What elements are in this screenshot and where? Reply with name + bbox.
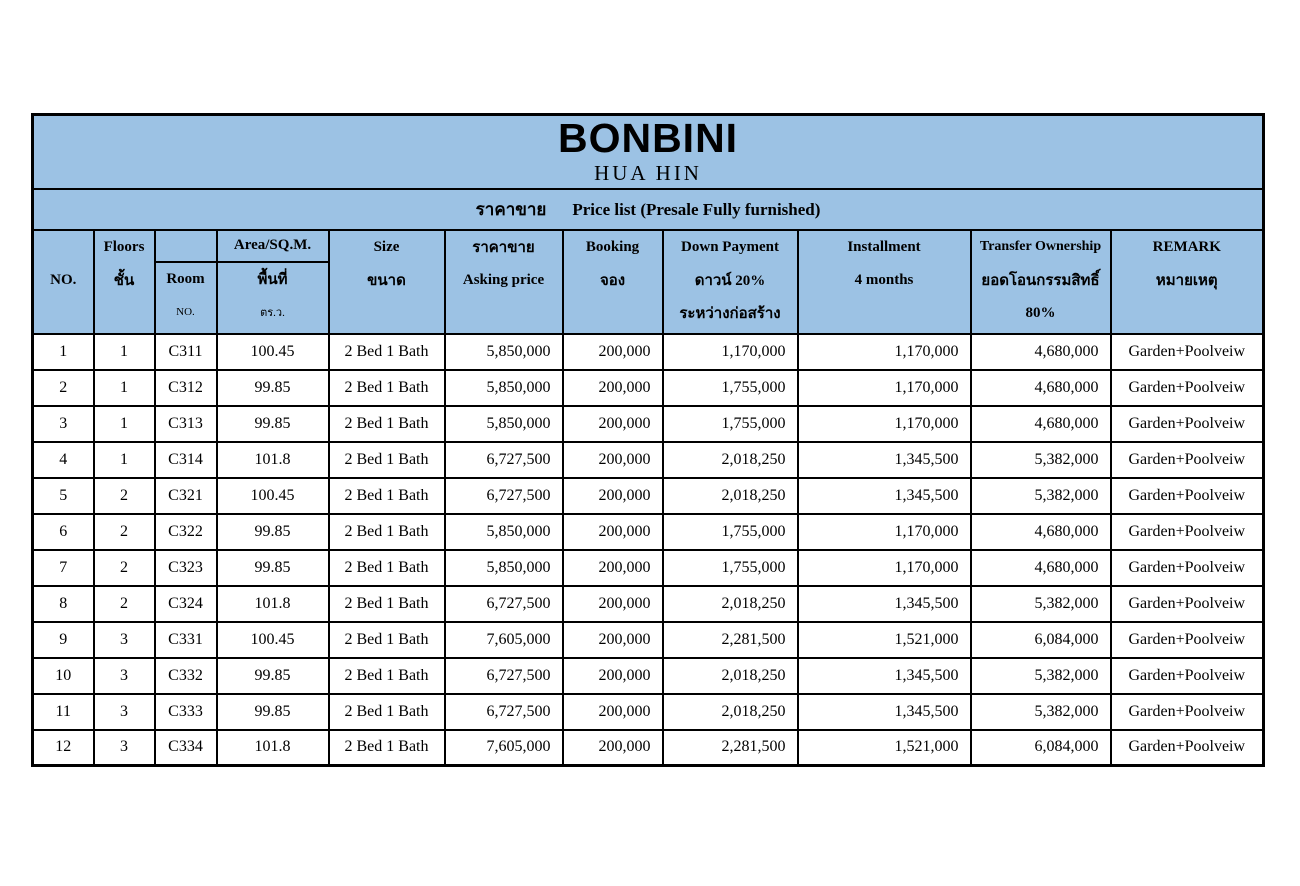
cell-asking-price: 5,850,000 xyxy=(445,334,563,370)
cell-remark: Garden+Poolveiw xyxy=(1111,478,1264,514)
cell-installment: 1,345,500 xyxy=(798,442,971,478)
cell-size: 2 Bed 1 Bath xyxy=(329,586,445,622)
cell-room-no: C313 xyxy=(155,406,217,442)
cell-asking-price: 7,605,000 xyxy=(445,622,563,658)
cell-transfer: 4,680,000 xyxy=(971,334,1111,370)
cell-installment: 1,521,000 xyxy=(798,622,971,658)
cell-area: 100.45 xyxy=(217,478,329,514)
cell-booking: 200,000 xyxy=(563,658,663,694)
cell-no: 3 xyxy=(33,406,94,442)
cell-down-payment: 2,281,500 xyxy=(663,730,798,766)
caption-banner xyxy=(33,189,1264,230)
cell-asking-price: 5,850,000 xyxy=(445,370,563,406)
cell-down-payment: 1,755,000 xyxy=(663,370,798,406)
cell-area: 100.45 xyxy=(217,622,329,658)
cell-booking: 200,000 xyxy=(563,478,663,514)
cell-asking-price: 6,727,500 xyxy=(445,478,563,514)
cell-floor: 2 xyxy=(94,478,155,514)
col-header-room: Room NO. xyxy=(155,230,217,334)
cell-floor: 3 xyxy=(94,730,155,766)
table-row xyxy=(33,658,1264,694)
title-banner xyxy=(33,115,1264,189)
cell-size: 2 Bed 1 Bath xyxy=(329,442,445,478)
cell-area: 101.8 xyxy=(217,730,329,766)
cell-remark: Garden+Poolveiw xyxy=(1111,550,1264,586)
caption-thai: ราคาขาย xyxy=(475,199,547,219)
cell-area: 100.45 xyxy=(217,334,329,370)
caption-english: Price list (Presale Fully furnished) xyxy=(572,199,821,219)
cell-transfer: 4,680,000 xyxy=(971,406,1111,442)
cell-area: 99.85 xyxy=(217,370,329,406)
col-header-installment: Installment 4 months xyxy=(798,230,971,334)
cell-down-payment: 1,755,000 xyxy=(663,514,798,550)
table-row xyxy=(33,514,1264,550)
table-row xyxy=(33,730,1264,766)
price-table xyxy=(31,113,1265,767)
cell-booking: 200,000 xyxy=(563,694,663,730)
cell-asking-price: 5,850,000 xyxy=(445,514,563,550)
cell-installment: 1,345,500 xyxy=(798,478,971,514)
cell-asking-price: 5,850,000 xyxy=(445,406,563,442)
cell-installment: 1,345,500 xyxy=(798,658,971,694)
cell-booking: 200,000 xyxy=(563,514,663,550)
cell-asking-price: 6,727,500 xyxy=(445,442,563,478)
cell-area: 99.85 xyxy=(217,658,329,694)
cell-installment: 1,170,000 xyxy=(798,514,971,550)
col-header-booking: Booking จอง xyxy=(563,230,663,334)
cell-size: 2 Bed 1 Bath xyxy=(329,334,445,370)
col-header-remark: REMARK หมายเหตุ xyxy=(1111,230,1264,334)
cell-booking: 200,000 xyxy=(563,334,663,370)
cell-down-payment: 2,018,250 xyxy=(663,478,798,514)
cell-remark: Garden+Poolveiw xyxy=(1111,370,1264,406)
cell-no: 11 xyxy=(33,694,94,730)
cell-down-payment: 1,755,000 xyxy=(663,406,798,442)
cell-no: 12 xyxy=(33,730,94,766)
cell-transfer: 5,382,000 xyxy=(971,442,1111,478)
cell-no: 10 xyxy=(33,658,94,694)
cell-room-no: C314 xyxy=(155,442,217,478)
cell-asking-price: 7,605,000 xyxy=(445,730,563,766)
cell-remark: Garden+Poolveiw xyxy=(1111,730,1264,766)
cell-remark: Garden+Poolveiw xyxy=(1111,622,1264,658)
cell-floor: 1 xyxy=(94,406,155,442)
cell-no: 2 xyxy=(33,370,94,406)
price-sheet xyxy=(31,113,1265,767)
table-body xyxy=(33,334,1264,766)
cell-size: 2 Bed 1 Bath xyxy=(329,406,445,442)
cell-size: 2 Bed 1 Bath xyxy=(329,730,445,766)
table-row xyxy=(33,334,1264,370)
cell-booking: 200,000 xyxy=(563,370,663,406)
cell-floor: 3 xyxy=(94,622,155,658)
cell-floor: 3 xyxy=(94,658,155,694)
cell-size: 2 Bed 1 Bath xyxy=(329,370,445,406)
cell-no: 8 xyxy=(33,586,94,622)
cell-installment: 1,345,500 xyxy=(798,586,971,622)
cell-size: 2 Bed 1 Bath xyxy=(329,694,445,730)
cell-installment: 1,521,000 xyxy=(798,730,971,766)
project-title: BONBINI xyxy=(557,114,739,161)
cell-remark: Garden+Poolveiw xyxy=(1111,514,1264,550)
cell-size: 2 Bed 1 Bath xyxy=(329,550,445,586)
cell-remark: Garden+Poolveiw xyxy=(1111,406,1264,442)
col-header-transfer-ownership: Transfer Ownership ยอดโอนกรรมสิทธิ์ 80% xyxy=(971,230,1111,334)
cell-installment: 1,170,000 xyxy=(798,370,971,406)
cell-transfer: 4,680,000 xyxy=(971,514,1111,550)
cell-size: 2 Bed 1 Bath xyxy=(329,622,445,658)
cell-remark: Garden+Poolveiw xyxy=(1111,586,1264,622)
cell-down-payment: 2,018,250 xyxy=(663,658,798,694)
cell-floor: 2 xyxy=(94,586,155,622)
cell-booking: 200,000 xyxy=(563,406,663,442)
cell-asking-price: 5,850,000 xyxy=(445,550,563,586)
cell-remark: Garden+Poolveiw xyxy=(1111,694,1264,730)
col-header-asking-price: ราคาขาย Asking price xyxy=(445,230,563,334)
cell-installment: 1,170,000 xyxy=(798,334,971,370)
cell-floor: 2 xyxy=(94,514,155,550)
table-row xyxy=(33,370,1264,406)
cell-transfer: 6,084,000 xyxy=(971,730,1111,766)
table-row xyxy=(33,694,1264,730)
cell-booking: 200,000 xyxy=(563,442,663,478)
column-header-row xyxy=(33,230,1264,334)
cell-floor: 1 xyxy=(94,334,155,370)
col-header-size: Size ขนาด xyxy=(329,230,445,334)
cell-room-no: C323 xyxy=(155,550,217,586)
cell-installment: 1,170,000 xyxy=(798,406,971,442)
col-header-down-payment: Down Payment ดาวน์ 20% ระหว่างก่อสร้าง xyxy=(663,230,798,334)
cell-room-no: C322 xyxy=(155,514,217,550)
cell-size: 2 Bed 1 Bath xyxy=(329,658,445,694)
cell-no: 6 xyxy=(33,514,94,550)
cell-down-payment: 2,018,250 xyxy=(663,694,798,730)
cell-floor: 1 xyxy=(94,370,155,406)
cell-room-no: C332 xyxy=(155,658,217,694)
cell-area: 99.85 xyxy=(217,550,329,586)
table-row xyxy=(33,478,1264,514)
table-row xyxy=(33,406,1264,442)
cell-area: 101.8 xyxy=(217,586,329,622)
cell-room-no: C324 xyxy=(155,586,217,622)
table-row xyxy=(33,586,1264,622)
cell-area: 101.8 xyxy=(217,442,329,478)
col-header-floors: Floors ชั้น xyxy=(94,230,155,334)
cell-area: 99.85 xyxy=(217,694,329,730)
cell-transfer: 5,382,000 xyxy=(971,586,1111,622)
cell-area: 99.85 xyxy=(217,514,329,550)
cell-down-payment: 2,281,500 xyxy=(663,622,798,658)
cell-asking-price: 6,727,500 xyxy=(445,658,563,694)
cell-booking: 200,000 xyxy=(563,550,663,586)
cell-room-no: C311 xyxy=(155,334,217,370)
cell-room-no: C331 xyxy=(155,622,217,658)
cell-remark: Garden+Poolveiw xyxy=(1111,658,1264,694)
cell-room-no: C321 xyxy=(155,478,217,514)
cell-booking: 200,000 xyxy=(563,730,663,766)
cell-down-payment: 2,018,250 xyxy=(663,442,798,478)
cell-no: 5 xyxy=(33,478,94,514)
cell-remark: Garden+Poolveiw xyxy=(1111,442,1264,478)
cell-floor: 1 xyxy=(94,442,155,478)
cell-booking: 200,000 xyxy=(563,586,663,622)
cell-room-no: C334 xyxy=(155,730,217,766)
cell-transfer: 5,382,000 xyxy=(971,658,1111,694)
title-row xyxy=(33,115,1264,189)
cell-no: 1 xyxy=(33,334,94,370)
col-header-no: NO. xyxy=(33,230,94,334)
table-row xyxy=(33,622,1264,658)
cell-no: 9 xyxy=(33,622,94,658)
cell-floor: 2 xyxy=(94,550,155,586)
cell-asking-price: 6,727,500 xyxy=(445,586,563,622)
cell-transfer: 4,680,000 xyxy=(971,370,1111,406)
col-header-area: Area/SQ.M. พื้นที่ ตร.ว. xyxy=(217,230,329,334)
caption-row xyxy=(33,189,1264,230)
cell-remark: Garden+Poolveiw xyxy=(1111,334,1264,370)
cell-transfer: 5,382,000 xyxy=(971,694,1111,730)
cell-down-payment: 1,170,000 xyxy=(663,334,798,370)
cell-size: 2 Bed 1 Bath xyxy=(329,514,445,550)
cell-down-payment: 1,755,000 xyxy=(663,550,798,586)
cell-asking-price: 6,727,500 xyxy=(445,694,563,730)
cell-installment: 1,345,500 xyxy=(798,694,971,730)
cell-transfer: 4,680,000 xyxy=(971,550,1111,586)
cell-transfer: 5,382,000 xyxy=(971,478,1111,514)
cell-no: 7 xyxy=(33,550,94,586)
table-row xyxy=(33,442,1264,478)
cell-installment: 1,170,000 xyxy=(798,550,971,586)
cell-booking: 200,000 xyxy=(563,622,663,658)
cell-area: 99.85 xyxy=(217,406,329,442)
table-row xyxy=(33,550,1264,586)
cell-down-payment: 2,018,250 xyxy=(663,586,798,622)
cell-no: 4 xyxy=(33,442,94,478)
cell-room-no: C333 xyxy=(155,694,217,730)
project-location: HUA HIN xyxy=(594,160,702,185)
cell-size: 2 Bed 1 Bath xyxy=(329,478,445,514)
cell-room-no: C312 xyxy=(155,370,217,406)
cell-transfer: 6,084,000 xyxy=(971,622,1111,658)
cell-floor: 3 xyxy=(94,694,155,730)
